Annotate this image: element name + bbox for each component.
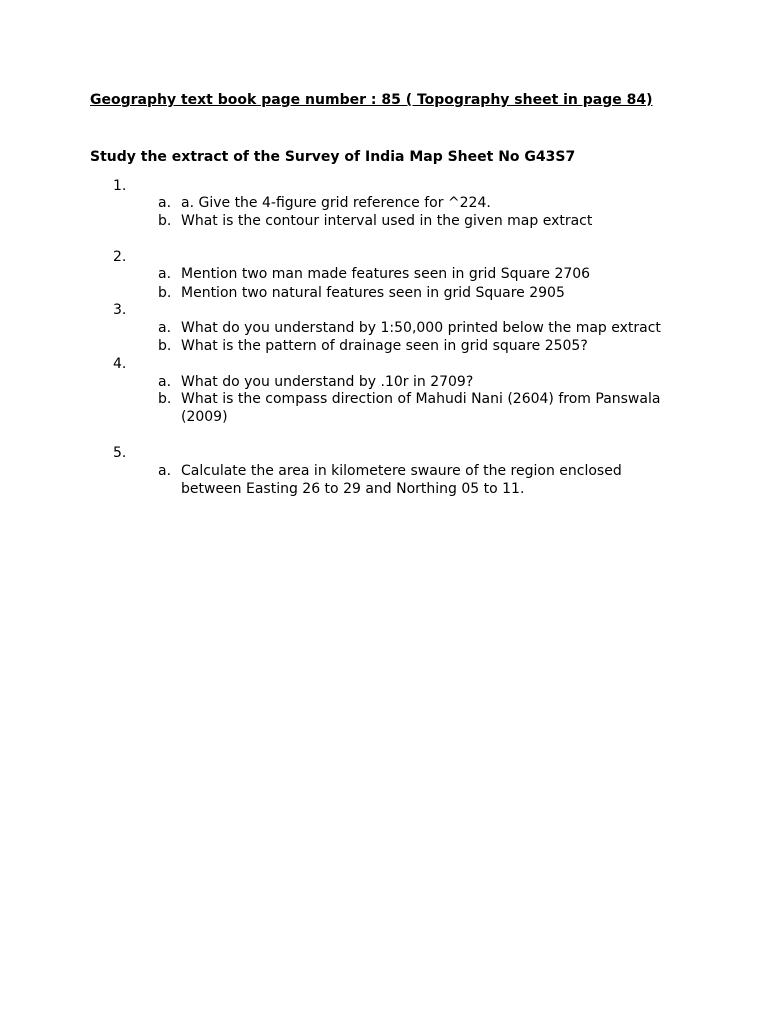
part-text: Mention two natural features seen in grid Square 2905 (181, 285, 565, 301)
part-letter: b. (158, 285, 172, 301)
question-1-part-b (158, 212, 668, 230)
part-text: Mention two man made features seen in grid Square 2706 (181, 266, 591, 282)
part-letter: a. (158, 463, 172, 479)
part-text: What is the compass direction of Mahudi Nani (2604) from Panswala (2009) (181, 391, 661, 425)
part-letter: b. (158, 391, 172, 407)
part-letter: a. (158, 320, 172, 336)
question-3-part-b (158, 337, 668, 355)
part-letter: a. (158, 374, 172, 390)
question-number-2: 2. (113, 249, 127, 265)
question-2-part-b (158, 284, 668, 302)
question-3-part-a (158, 319, 668, 337)
part-letter: b. (158, 213, 172, 229)
part-text: What do you understand by 1:50,000 printed below the map extract (181, 320, 661, 336)
question-number-5: 5. (113, 445, 127, 461)
part-letter: b. (158, 338, 172, 354)
question-number-3: 3. (113, 302, 127, 318)
question-1-part-a (158, 194, 668, 212)
part-text: What is the contour interval used in the given map extract (181, 213, 593, 229)
part-text: What do you understand by .10r in 2709? (181, 374, 474, 390)
question-number-1: 1. (113, 178, 127, 194)
question-4-part-a (158, 373, 668, 391)
question-4-part-b (158, 390, 668, 426)
page-heading: Geography text book page number : 85 ( Topography sheet in page 84) (90, 92, 653, 108)
part-letter: a. (158, 195, 172, 211)
part-text: What is the pattern of drainage seen in grid square 2505? (181, 338, 588, 354)
part-text: a. Give the 4-figure grid reference for ^224. (181, 195, 491, 211)
question-2-part-a (158, 265, 668, 283)
part-text: Calculate the area in kilometere swaure of the region enclosed between Easting 26 to 29 and Northing 05 to 11. (181, 463, 622, 497)
section-title: Study the extract of the Survey of India Map Sheet No G43S7 (90, 149, 576, 165)
question-5-part-a (158, 462, 668, 498)
part-letter: a. (158, 266, 172, 282)
question-number-4: 4. (113, 356, 127, 372)
